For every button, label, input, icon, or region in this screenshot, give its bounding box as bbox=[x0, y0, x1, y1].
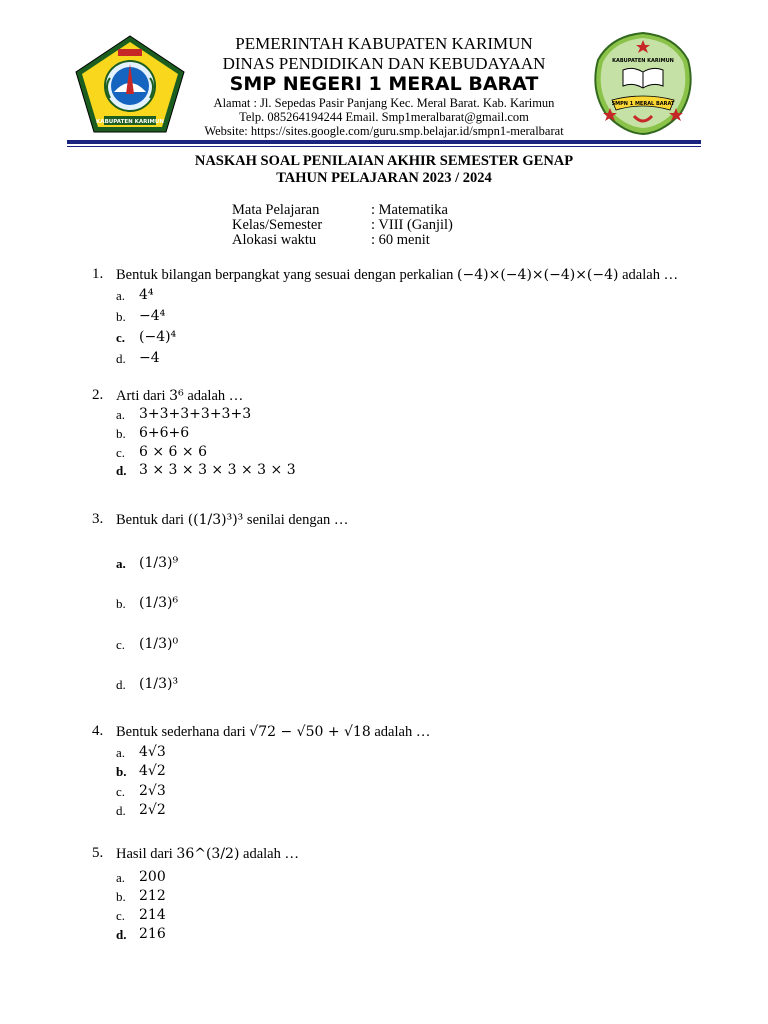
header-website: Website: https://sites.google.com/guru.smp.belajar.id/smpn1-meralbarat bbox=[204, 124, 564, 138]
option-value: (1/3)³ bbox=[139, 676, 179, 692]
option-letter: d. bbox=[116, 803, 126, 818]
option-value: −4⁴ bbox=[139, 308, 166, 324]
option-value: (1/3)⁹ bbox=[139, 555, 179, 571]
right-logo-ribbon-text: SMPN 1 MERAL BARAT bbox=[611, 101, 675, 107]
header-address: Alamat : Jl. Sepedas Pasir Panjang Kec. Meral Barat. Kab. Karimun bbox=[213, 96, 555, 110]
school-badge-icon bbox=[590, 30, 696, 136]
left-logo-text: KABUPATEN KARIMUN bbox=[96, 119, 164, 125]
question-text bbox=[116, 512, 348, 529]
option-letter: b. bbox=[116, 309, 126, 324]
option-value: 4√3 bbox=[139, 744, 166, 760]
option-letter: a. bbox=[116, 407, 126, 422]
question-number: 1. bbox=[92, 266, 104, 282]
exam-title: NASKAH SOAL PENILAIAN AKHIR SEMESTER GENAP bbox=[194, 153, 574, 169]
exam-year: TAHUN PELAJARAN 2023 / 2024 bbox=[276, 170, 492, 186]
option-value: 3+3+3+3+3+3 bbox=[139, 406, 252, 422]
option-value: 2√2 bbox=[139, 802, 166, 818]
option-value: 212 bbox=[139, 888, 166, 904]
question-stem: Arti dari bbox=[116, 388, 166, 404]
option-letter: c. bbox=[116, 637, 126, 652]
info-label: Mata Pelajaran bbox=[232, 202, 320, 218]
question-number: 2. bbox=[92, 387, 104, 403]
option-value: 6+6+6 bbox=[139, 425, 190, 441]
option-value: (1/3)⁰ bbox=[139, 636, 179, 652]
option-value: 2√3 bbox=[139, 783, 166, 799]
option-letter-answer: d. bbox=[116, 463, 127, 478]
right-logo-top-text: KABUPATEN KARIMUN bbox=[612, 58, 674, 64]
header-department: DINAS PENDIDIKAN DAN KEBUDAYAAN bbox=[222, 54, 546, 73]
info-value: : Matematika bbox=[371, 202, 448, 218]
question-suffix: adalah … bbox=[374, 724, 431, 740]
option-letter: a. bbox=[116, 870, 126, 885]
question-stem: Hasil dari bbox=[116, 846, 173, 862]
option-letter: d. bbox=[116, 351, 126, 366]
question-text bbox=[116, 724, 430, 741]
option-value: 216 bbox=[139, 926, 166, 942]
question-expression: 3⁶ bbox=[169, 388, 184, 404]
question-suffix: adalah … bbox=[622, 267, 679, 283]
option-value: 3 × 3 × 3 × 3 × 3 × 3 bbox=[139, 462, 296, 478]
question-suffix: adalah … bbox=[187, 388, 244, 404]
option-letter: d. bbox=[116, 677, 126, 692]
option-value: 214 bbox=[139, 907, 166, 923]
question-expression: √72 − √50 + √18 bbox=[249, 724, 371, 740]
header-government: PEMERINTAH KABUPATEN KARIMUN bbox=[235, 34, 533, 53]
option-value: 4⁴ bbox=[139, 287, 154, 303]
option-letter: b. bbox=[116, 596, 126, 611]
option-value: 200 bbox=[139, 869, 166, 885]
question-text bbox=[116, 388, 243, 405]
question-stem: Bentuk bilangan berpangkat yang sesuai dengan perkalian bbox=[116, 267, 454, 283]
option-value: −4 bbox=[139, 350, 160, 366]
question-text bbox=[116, 267, 678, 284]
info-value: : 60 menit bbox=[371, 232, 430, 248]
option-letter: c. bbox=[116, 445, 126, 460]
option-letter: c. bbox=[116, 784, 126, 799]
question-suffix: adalah … bbox=[243, 846, 299, 862]
question-number: 5. bbox=[92, 845, 104, 861]
option-value: 4√2 bbox=[139, 763, 166, 779]
option-letter-answer: d. bbox=[116, 927, 127, 942]
question-number: 4. bbox=[92, 723, 104, 739]
option-letter-answer: a. bbox=[116, 556, 126, 571]
info-value: : VIII (Ganjil) bbox=[371, 217, 453, 233]
option-letter: a. bbox=[116, 745, 126, 760]
question-text bbox=[116, 846, 299, 863]
option-letter: a. bbox=[116, 288, 126, 303]
option-letter: c. bbox=[116, 908, 126, 923]
question-expression: 36^(3/2) bbox=[176, 846, 240, 862]
info-label: Kelas/Semester bbox=[232, 217, 323, 233]
option-letter: b. bbox=[116, 889, 126, 904]
option-letter-answer: b. bbox=[116, 764, 127, 779]
header-divider-thick bbox=[67, 140, 701, 144]
option-value: 6 × 6 × 6 bbox=[139, 444, 207, 460]
option-letter-answer: c. bbox=[116, 330, 126, 345]
header-divider-thin bbox=[67, 146, 701, 147]
header-contact: Telp. 085264194244 Email. Smp1meralbarat@gmail.com bbox=[239, 110, 529, 124]
option-value: (1/3)⁶ bbox=[139, 595, 179, 611]
question-stem: Bentuk sederhana dari bbox=[116, 724, 246, 740]
option-value: (−4)⁴ bbox=[139, 329, 177, 345]
question-suffix: senilai dengan … bbox=[246, 512, 349, 528]
question-expression: ((1/3)³)³ bbox=[187, 512, 244, 528]
question-number: 3. bbox=[92, 511, 104, 527]
question-expression: (−4)×(−4)×(−4)×(−4) bbox=[457, 267, 619, 283]
header-school-name: SMP NEGERI 1 MERAL BARAT bbox=[229, 73, 539, 95]
info-label: Alokasi waktu bbox=[232, 232, 317, 248]
option-letter: b. bbox=[116, 426, 126, 441]
question-stem: Bentuk dari bbox=[116, 512, 185, 528]
